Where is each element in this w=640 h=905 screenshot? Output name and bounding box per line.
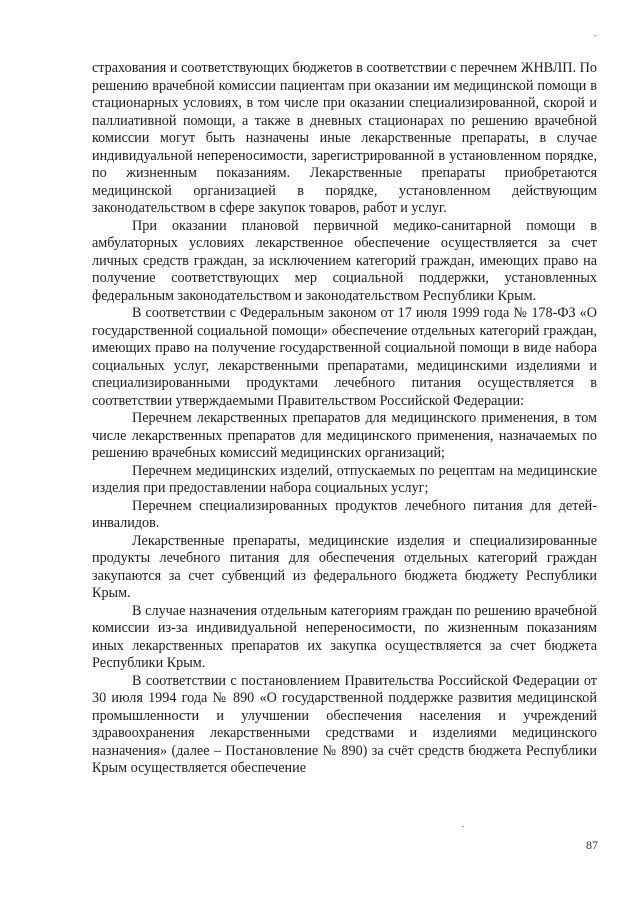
paragraph: Перечнем лекарственных препаратов для медицинского применения, в том числе лекарственных препаратов для медицинского применения, назначаемых по решению врачебных комиссий медицинских организаций; xyxy=(92,410,597,461)
paragraph: Перечнем медицинских изделий, отпускаемых по рецептам на медицинские изделия при предоставлении набора социальных услуг; xyxy=(92,462,597,496)
page-number: 87 xyxy=(586,838,598,852)
scan-speck xyxy=(594,35,596,36)
paragraph: Перечнем специализированных продуктов лечебного питания для детей-инвалидов. xyxy=(92,497,597,531)
paragraph: В соответствии с постановлением Правительства Российской Федерации от 30 июля 1994 года № 890 «О государственной поддержке развития медицинской промышленности и улучшении обеспечения населения и учреждений здравоохранения лекарственными средствами и изделиями медицинского назначения» (далее – Постановление № 890) за счёт средств бюджета Республики Крым осуществляется обеспечение xyxy=(92,672,597,776)
paragraph: страхования и соответствующих бюджетов в соответствии с перечнем ЖНВЛП. По решению врачебной комиссии пациентам при оказании им медицинской помощи в стационарных условиях, в том числе при оказании специализированной, скорой и паллиативной помощи, а также в дневных стационарах по решению врачебной комиссии могут быть назначены иные лекарственные препараты, в случае индивидуальной непереносимости, зарегистрированной в установленном порядке, по жизненным показаниям. Лекарственные препараты приобретаются медицинской организацией в порядке, установленном действующим законодательством в сфере закупок товаров, работ и услуг. xyxy=(92,60,597,216)
paragraph: В случае назначения отдельным категориям граждан по решению врачебной комиссии из-за индивидуальной непереносимости, по жизненным показаниям иных лекарственных препаратов их закупка осуществляется за счет бюджета Республики Крым. xyxy=(92,602,597,671)
paragraph: В соответствии с Федеральным законом от 17 июля 1999 года № 178-ФЗ «О государственной социальной помощи» обеспечение отдельных категорий граждан, имеющих право на получение государственной социальной помощи в виде набора социальных услуг, лекарственными препаратами, медицинскими изделиями и специализированными продуктами лечебного питания осуществляется в соответствии утверждаемыми Правительством Российской Федерации: xyxy=(92,305,597,409)
body-text xyxy=(92,60,597,778)
paragraph: При оказании плановой первичной медико-санитарной помощи в амбулаторных условиях лекарственное обеспечение осуществляется за счет личных средств граждан, за исключением категорий граждан, имеющих право на получение соответствующих мер социальной поддержки, установленных федеральным законодательством и законодательством Республики Крым. xyxy=(92,217,597,304)
paragraph: Лекарственные препараты, медицинские изделия и специализированные продукты лечебного питания для обеспечения отдельных категорий граждан закупаются за счет субвенций из федерального бюджета бюджету Республики Крым. xyxy=(92,532,597,601)
scan-speck xyxy=(462,826,464,827)
